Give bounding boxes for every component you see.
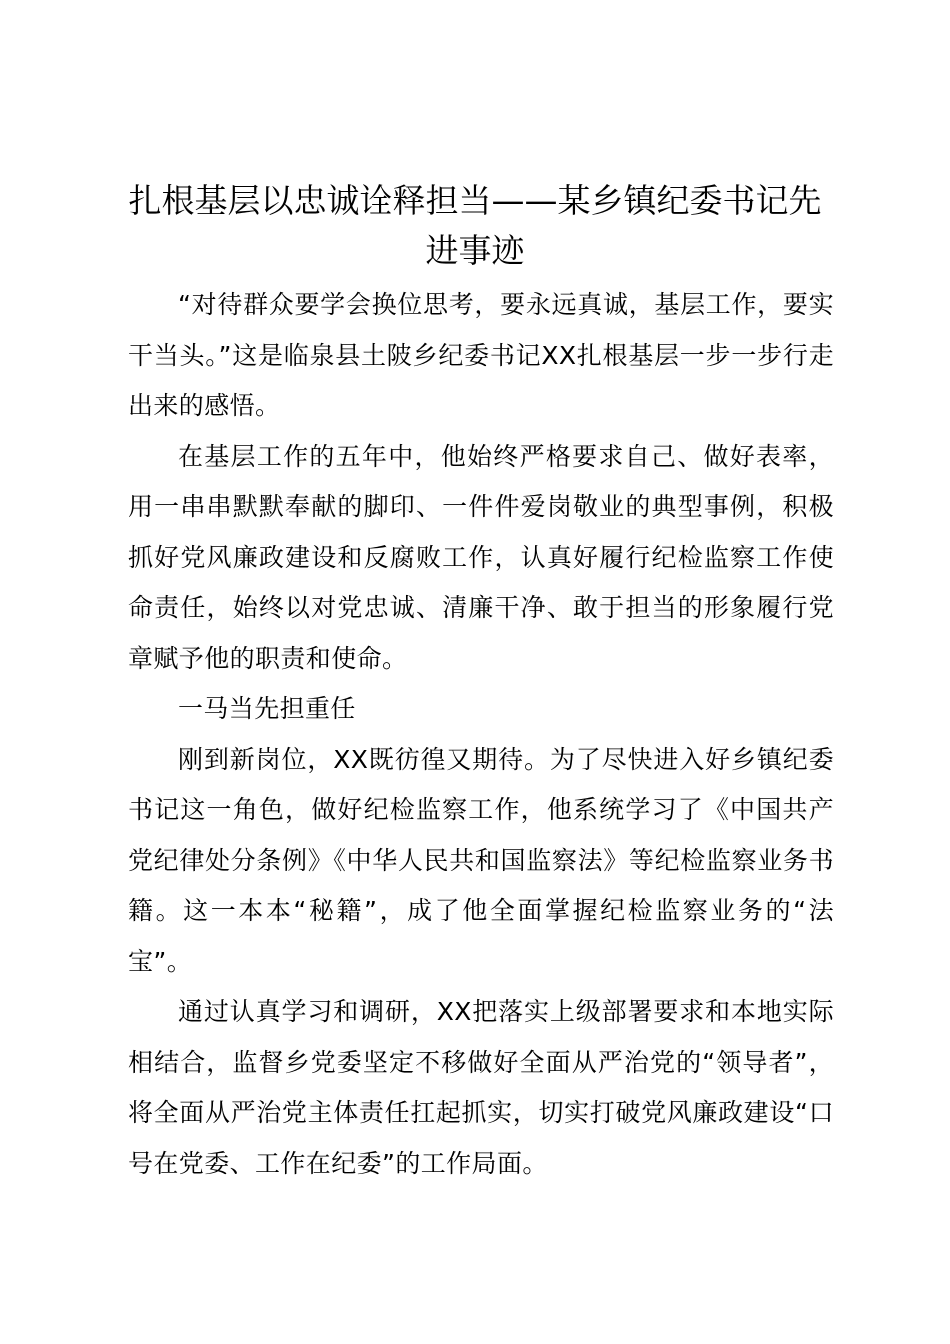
section-heading: 一马当先担重任 [178, 694, 356, 723]
paragraph-five-years: 在基层工作的五年中，他始终严格要求自己、做好表率，用一串串默默奉献的脚印、一件件爱岗敬业的典型事例，积极抓好党风廉政建设和反腐败工作，认真好履行纪检监察工作使命责任，始终以对党忠诚、清廉干净、敢于担当的形象履行党章赋予他的职责和使命。 [128, 441, 834, 673]
paragraph-quote: “对待群众要学会换位思考，要永远真诚，基层工作，要实干当头。”这是临泉县土陂乡纪委书记XX扎根基层一步一步行走出来的感悟。 [128, 290, 834, 420]
paragraph-new-post: 刚到新岗位，XX既彷徨又期待。为了尽快进入好乡镇纪委书记这一角色，做好纪检监察工作，他系统学习了《中国共产党纪律处分条例》《中华人民共和国监察法》等纪检监察业务书籍。这一本本“秘籍”，成了他全面掌握纪检监察业务的“法宝”。 [128, 744, 834, 976]
document-title: 扎根基层以忠诚诠释担当——某乡镇纪委书记先进事迹 [128, 181, 822, 270]
document-body [128, 280, 834, 1189]
paragraph-research: 通过认真学习和调研，XX把落实上级部署要求和本地实际相结合，监督乡党委坚定不移做好全面从严治党的“领导者”，将全面从严治党主体责任扛起抓实，切实打破党风廉政建设“口号在党委、工作在纪委”的工作局面。 [128, 997, 834, 1178]
